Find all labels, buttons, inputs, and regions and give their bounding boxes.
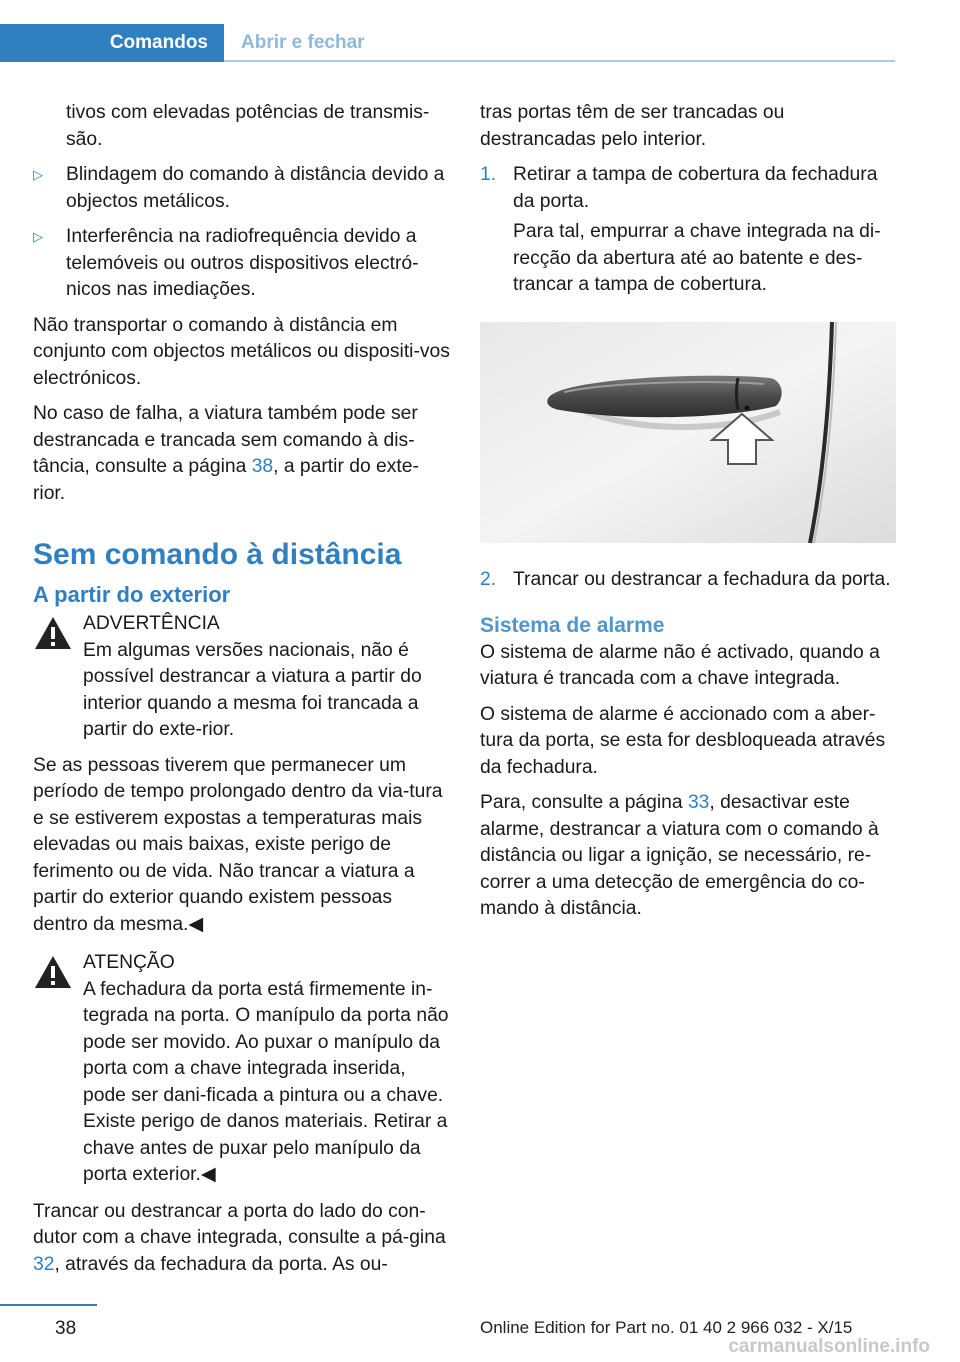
- step-subtext: Para tal, empurrar a chave integrada na di-recção da abertura até ao batente e des-trancar a tampa de cobertura.: [513, 221, 881, 295]
- warning-text: Se as pessoas tiverem que permanecer um período de tempo prolongado dentro da via-tura e se estiverem expostas a temperaturas mais elevadas ou mais baixas, existe perigo de ferimento ou de vida. Não trancar a viatura a partir do exterior quando existem pessoas dentro da mesma.◀: [33, 754, 443, 935]
- section-heading: Sem comando à distância: [33, 538, 402, 571]
- list-item-text: Interferência na radiofrequência devido a telemóveis ou outros dispositivos electró-nicos nas imediações.: [66, 226, 419, 300]
- paragraph: O sistema de alarme não é activado, quando a viatura é trancada com a chave integrada.: [480, 641, 880, 689]
- caution-block: [33, 950, 450, 1189]
- step-text: Trancar ou destrancar a fechadura da porta.: [513, 569, 891, 590]
- step-item: [480, 567, 896, 594]
- paragraph-text: Trancar ou destrancar a porta do lado do con-dutor com a chave integrada, consulte a pá-gina: [33, 1200, 446, 1248]
- subsection-heading: A partir do exterior: [33, 582, 231, 607]
- warning-triangle-icon: [33, 954, 73, 990]
- warning-text-span: Em algumas versões nacionais, não é possível destrancar a viatura a partir do interior quando a mesma foi trancada a partir do exte-rior.: [83, 639, 422, 740]
- header-divider: [224, 60, 895, 62]
- tab-comandos[interactable]: Comandos: [0, 24, 224, 62]
- step-item: [480, 162, 896, 215]
- warning-block: [33, 611, 450, 938]
- list-item-text: Blindagem do comando à distância devido a objectos metálicos.: [66, 164, 445, 212]
- subsection-heading: Sistema de alarme: [480, 613, 665, 637]
- page-link-33[interactable]: 33: [687, 792, 710, 813]
- paragraph-text: Para, consulte a página: [480, 792, 688, 813]
- paragraph: [480, 790, 896, 923]
- warning-text: [33, 638, 450, 744]
- list-item: [33, 224, 450, 304]
- step-number: 1.: [480, 164, 497, 185]
- page-number: 38: [55, 1318, 77, 1339]
- triangle-bullet-icon: ▷: [33, 167, 43, 182]
- paragraph: [33, 1199, 450, 1279]
- step-text: Retirar a tampa de cobertura da fechadura da porta.: [513, 164, 878, 212]
- warning-title: ADVERTÊNCIA: [83, 613, 220, 634]
- paragraph: tras portas têm de ser trancadas ou destrancadas pelo interior.: [480, 102, 785, 150]
- edition-note: Online Edition for Part no. 01 40 2 966 032 - X/15: [480, 1318, 853, 1337]
- left-column: [33, 100, 450, 1287]
- triangle-bullet-icon: ▷: [33, 229, 43, 244]
- paragraph-text: , a partir do exte-rior.: [33, 456, 419, 504]
- paragraph: tivos com elevadas potências de transmis-são.: [66, 102, 430, 150]
- footer-divider: [0, 1304, 97, 1306]
- paragraph: Não transportar o comando à distância em conjunto com objectos metálicos ou dispositi-vos electrónicos.: [33, 314, 450, 389]
- caution-text: A fechadura da porta está firmemente in-tegrada na porta. O manípulo da porta não pode ser movido. Ao puxar o manípulo da porta com a chave integrada inserida, pode ser dani-ficada a pintura ou a chave. Existe perigo de danos materiais. Retirar a chave antes de puxar pelo manípulo da porta exterior.◀: [83, 978, 449, 1185]
- paragraph: O sistema de alarme é accionado com a aber-tura da porta, se esta for desbloqueada através da fechadura.: [480, 703, 886, 778]
- list-item: [33, 162, 450, 215]
- door-handle-illustration: [480, 322, 896, 543]
- right-column: [480, 100, 896, 932]
- paragraph-text: , desactivar este alarme, destrancar a viatura com o comando à distância ou ligar a ignição, se necessário, re-correr a uma detecção de emergência do co-mando à distância.: [480, 792, 879, 919]
- caution-title: ATENÇÃO: [83, 952, 175, 973]
- step-number: 2.: [480, 569, 497, 590]
- tab-abrir-e-fechar[interactable]: Abrir e fechar: [241, 32, 365, 53]
- watermark: carmanualsonline.info: [728, 1336, 930, 1357]
- paragraph: [33, 401, 450, 507]
- page-link-32[interactable]: 32: [33, 1253, 55, 1275]
- paragraph-text: , através da fechadura da porta. As ou-: [54, 1253, 388, 1275]
- warning-triangle-icon: [33, 615, 73, 651]
- paragraph-text: No caso de falha, a viatura também pode ser destrancada e trancada sem comando à dis-tância, consulte a página: [33, 403, 418, 477]
- page-link-38[interactable]: 38: [251, 456, 274, 477]
- chapter-header: [0, 24, 895, 62]
